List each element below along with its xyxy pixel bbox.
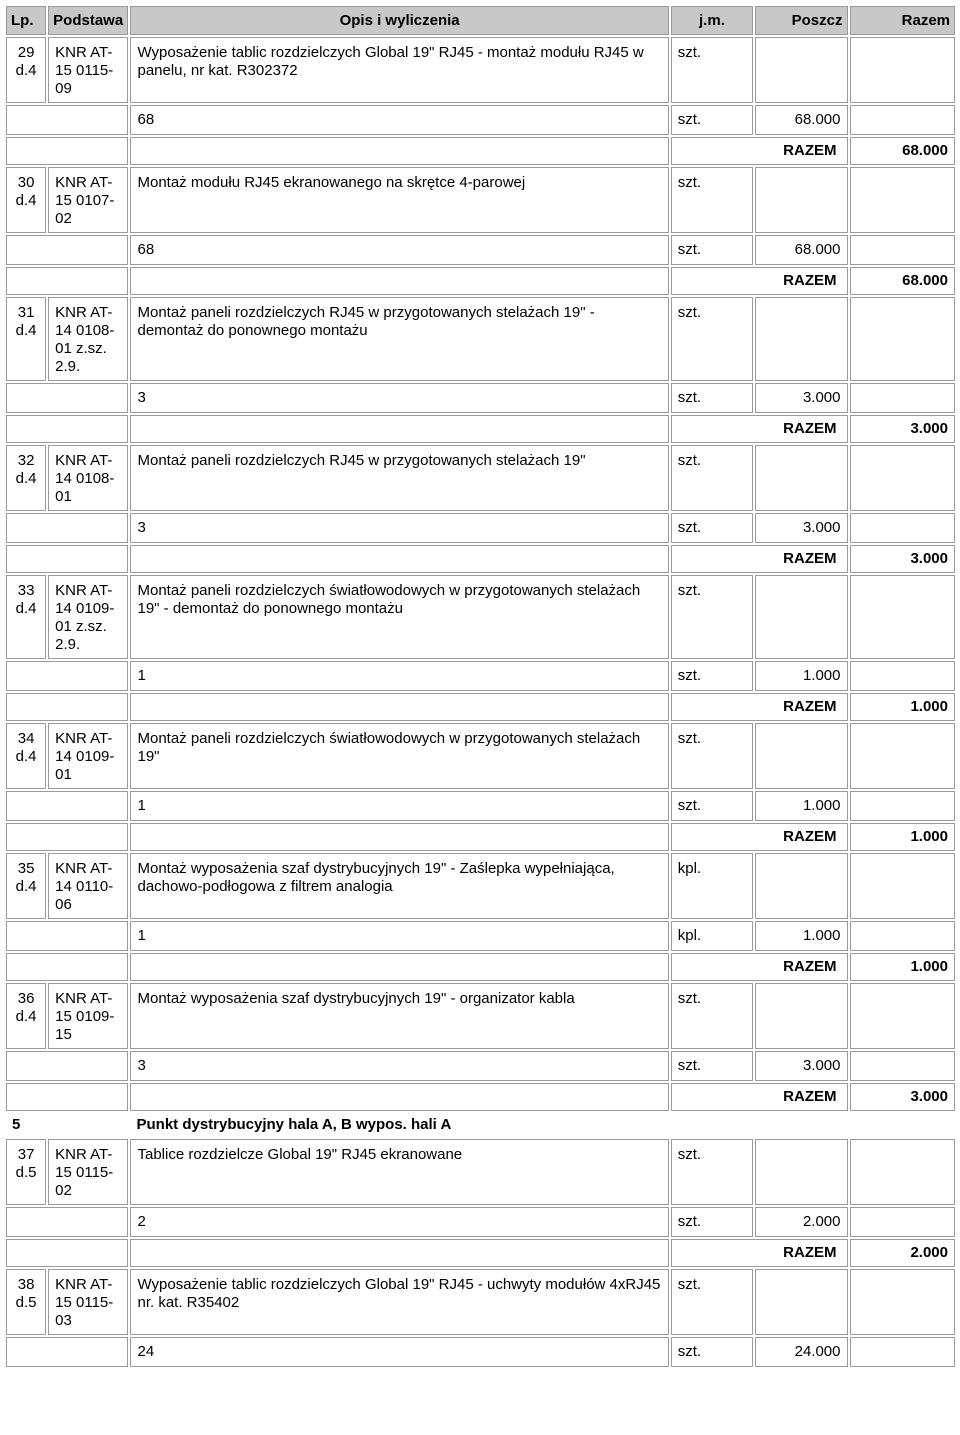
position-row (6, 297, 955, 381)
razem-row (6, 137, 955, 165)
line: 03 (55, 1312, 72, 1329)
position-description: Montaż modułu RJ45 ekranowanego na skrętce 4-parowej (130, 167, 668, 233)
line: 09 (55, 80, 72, 97)
calc-blank (6, 1207, 128, 1237)
razem-label: RAZEM (671, 823, 848, 851)
line: 32 (17, 452, 35, 469)
razem-value: 1.000 (850, 693, 956, 721)
position-base (48, 167, 128, 233)
line: KNR AT- (55, 730, 113, 747)
razem-value: 68.000 (850, 137, 956, 165)
razem-blank (6, 1083, 128, 1111)
position-base (48, 37, 128, 103)
header-row (6, 6, 955, 35)
line: KNR AT- (55, 990, 113, 1007)
calculation-row (6, 1051, 955, 1081)
razem-blank (6, 267, 128, 295)
position-base (48, 983, 128, 1049)
line: 15 0115- (55, 1164, 114, 1181)
line: d.4 (15, 192, 37, 209)
line: 15 0115- (55, 62, 114, 79)
position-row (6, 575, 955, 659)
position-row (6, 1139, 955, 1205)
razem-spacer (130, 415, 668, 443)
calc-value: 68.000 (755, 235, 847, 265)
razem-label: RAZEM (671, 415, 848, 443)
calc-blank (6, 661, 128, 691)
position-lp (6, 167, 46, 233)
calc-qty: 1 (130, 791, 668, 821)
line: d.4 (15, 322, 37, 339)
calculation-row (6, 1337, 955, 1367)
calc-blank (6, 383, 128, 413)
calc-unit: szt. (671, 105, 753, 135)
calc-value: 1.000 (755, 661, 847, 691)
position-base (48, 1139, 128, 1205)
razem-value: 3.000 (850, 1083, 956, 1111)
line: 15 0107- (55, 192, 115, 209)
position-poszcz (755, 167, 847, 233)
section-title: Punkt dystrybucyjny hala A, B wypos. hali A (136, 1116, 452, 1133)
line: d.4 (15, 62, 37, 79)
calculation-row (6, 921, 955, 951)
position-unit: szt. (671, 1269, 753, 1335)
position-unit: szt. (671, 297, 753, 381)
calc-unit: szt. (671, 1337, 753, 1367)
section-row (6, 1113, 955, 1137)
calc-empty (850, 383, 956, 413)
calculation-row (6, 235, 955, 265)
position-razem (850, 723, 956, 789)
razem-row (6, 693, 955, 721)
calc-qty: 2 (130, 1207, 668, 1237)
razem-spacer (130, 953, 668, 981)
line: 01 z.sz. (55, 618, 107, 635)
position-lp (6, 445, 46, 511)
calc-blank (6, 235, 128, 265)
position-base (48, 723, 128, 789)
razem-row (6, 1083, 955, 1111)
col-poszcz: Poszcz (755, 6, 847, 35)
line: 31 (17, 304, 35, 321)
position-description: Montaż paneli rozdzielczych światłowodowych w przygotowanych stelażach 19" (130, 723, 668, 789)
line: 15 0109- (55, 1008, 115, 1025)
position-razem (850, 297, 956, 381)
position-poszcz (755, 297, 847, 381)
position-poszcz (755, 723, 847, 789)
razem-blank (6, 823, 128, 851)
calc-value: 3.000 (755, 513, 847, 543)
calc-qty: 1 (130, 661, 668, 691)
position-description: Montaż wyposażenia szaf dystrybucyjnych 19" - organizator kabla (130, 983, 668, 1049)
razem-row (6, 953, 955, 981)
calc-empty (850, 235, 956, 265)
razem-row (6, 267, 955, 295)
calc-qty: 3 (130, 1051, 668, 1081)
position-description: Montaż paneli rozdzielczych światłowodowych w przygotowanych stelażach 19" - demontaż do ponownego montażu (130, 575, 668, 659)
calc-qty: 68 (130, 235, 668, 265)
position-lp (6, 37, 46, 103)
position-row (6, 445, 955, 511)
position-lp (6, 1139, 46, 1205)
line: 14 0108- (55, 470, 115, 487)
calc-unit: szt. (671, 1051, 753, 1081)
position-description: Wyposażenie tablic rozdzielczych Global 19" RJ45 - montaż modułu RJ45 w panelu, nr kat. R302372 (130, 37, 668, 103)
calc-blank (6, 1337, 128, 1367)
calc-value: 2.000 (755, 1207, 847, 1237)
position-description: Wyposażenie tablic rozdzielczych Global 19" RJ45 - uchwyty modułów 4xRJ45 nr. kat. R35402 (130, 1269, 668, 1335)
position-razem (850, 445, 956, 511)
position-base (48, 853, 128, 919)
razem-row (6, 545, 955, 573)
line: KNR AT- (55, 1276, 113, 1293)
line: 33 (17, 582, 35, 599)
calc-empty (850, 921, 956, 951)
razem-row (6, 415, 955, 443)
position-description: Montaż paneli rozdzielczych RJ45 w przygotowanych stelażach 19" (130, 445, 668, 511)
position-razem (850, 1139, 956, 1205)
line: 37 (17, 1146, 35, 1163)
calc-qty: 3 (130, 383, 668, 413)
line: 2.9. (55, 358, 81, 375)
line: 14 0108- (55, 322, 115, 339)
line: 14 0110- (55, 878, 114, 895)
position-row (6, 983, 955, 1049)
section-number: 5 (12, 1116, 21, 1133)
calc-blank (6, 921, 128, 951)
line: 14 0109- (55, 600, 115, 617)
calc-qty: 3 (130, 513, 668, 543)
position-description: Tablice rozdzielcze Global 19" RJ45 ekranowane (130, 1139, 668, 1205)
line: 01 (55, 766, 72, 783)
calculation-row (6, 383, 955, 413)
col-razem: Razem (850, 6, 956, 35)
position-lp (6, 983, 46, 1049)
position-lp (6, 297, 46, 381)
position-poszcz (755, 983, 847, 1049)
position-lp (6, 575, 46, 659)
position-razem (850, 575, 956, 659)
position-unit: szt. (671, 37, 753, 103)
razem-spacer (130, 137, 668, 165)
position-base (48, 575, 128, 659)
calculation-row (6, 105, 955, 135)
razem-spacer (130, 1083, 668, 1111)
cost-estimate-table (4, 4, 957, 1369)
calc-unit: kpl. (671, 921, 753, 951)
calc-qty: 1 (130, 921, 668, 951)
calc-value: 1.000 (755, 791, 847, 821)
razem-label: RAZEM (671, 545, 848, 573)
razem-value: 3.000 (850, 545, 956, 573)
position-poszcz (755, 445, 847, 511)
line: 02 (55, 210, 72, 227)
calc-unit: szt. (671, 791, 753, 821)
calc-value: 3.000 (755, 1051, 847, 1081)
position-unit: szt. (671, 983, 753, 1049)
position-base (48, 297, 128, 381)
position-razem (850, 1269, 956, 1335)
razem-label: RAZEM (671, 953, 848, 981)
razem-value: 2.000 (850, 1239, 956, 1267)
calculation-row (6, 791, 955, 821)
line: d.4 (15, 1008, 37, 1025)
razem-blank (6, 415, 128, 443)
razem-value: 1.000 (850, 953, 956, 981)
razem-row (6, 1239, 955, 1267)
calc-unit: szt. (671, 513, 753, 543)
calc-empty (850, 1337, 956, 1367)
razem-blank (6, 953, 128, 981)
calc-empty (850, 661, 956, 691)
calc-blank (6, 791, 128, 821)
calc-blank (6, 1051, 128, 1081)
line: KNR AT- (55, 174, 113, 191)
col-opis: Opis i wyliczenia (130, 6, 668, 35)
line: KNR AT- (55, 860, 113, 877)
razem-blank (6, 693, 128, 721)
calc-empty (850, 105, 956, 135)
position-description: Montaż paneli rozdzielczych RJ45 w przygotowanych stelażach 19" - demontaż do ponownego montażu (130, 297, 668, 381)
razem-label: RAZEM (671, 693, 848, 721)
col-jm: j.m. (671, 6, 753, 35)
calc-value: 1.000 (755, 921, 847, 951)
position-row (6, 853, 955, 919)
razem-blank (6, 545, 128, 573)
line: 2.9. (55, 636, 81, 653)
col-podstawa: Podstawa (48, 6, 128, 35)
position-row (6, 1269, 955, 1335)
calc-empty (850, 513, 956, 543)
position-poszcz (755, 1269, 847, 1335)
line: d.4 (15, 470, 37, 487)
line: 38 (17, 1276, 35, 1293)
position-base (48, 445, 128, 511)
razem-spacer (130, 693, 668, 721)
position-unit: szt. (671, 723, 753, 789)
col-lp: Lp. (6, 6, 46, 35)
position-lp (6, 723, 46, 789)
position-unit: szt. (671, 167, 753, 233)
line: 35 (17, 860, 35, 877)
razem-label: RAZEM (671, 1083, 848, 1111)
calculation-row (6, 661, 955, 691)
calc-unit: szt. (671, 235, 753, 265)
calc-qty: 24 (130, 1337, 668, 1367)
calc-blank (6, 513, 128, 543)
line: d.4 (15, 748, 37, 765)
razem-blank (6, 1239, 128, 1267)
position-row (6, 167, 955, 233)
position-razem (850, 37, 956, 103)
position-razem (850, 983, 956, 1049)
line: KNR AT- (55, 44, 113, 61)
razem-value: 68.000 (850, 267, 956, 295)
calculation-row (6, 1207, 955, 1237)
position-poszcz (755, 37, 847, 103)
razem-value: 1.000 (850, 823, 956, 851)
razem-spacer (130, 1239, 668, 1267)
position-description: Montaż wyposażenia szaf dystrybucyjnych 19" - Zaślepka wypełniająca, dachowo-podłogowa z filtrem analogia (130, 853, 668, 919)
line: 15 0115- (55, 1294, 114, 1311)
line: 36 (17, 990, 35, 1007)
line: 14 0109- (55, 748, 115, 765)
line: 34 (17, 730, 35, 747)
razem-label: RAZEM (671, 137, 848, 165)
line: KNR AT- (55, 452, 113, 469)
calc-unit: szt. (671, 1207, 753, 1237)
calc-value: 68.000 (755, 105, 847, 135)
position-poszcz (755, 575, 847, 659)
calc-unit: szt. (671, 383, 753, 413)
razem-spacer (130, 267, 668, 295)
razem-label: RAZEM (671, 1239, 848, 1267)
calc-blank (6, 105, 128, 135)
line: d.5 (15, 1294, 37, 1311)
line: 01 (55, 488, 72, 505)
calculation-row (6, 513, 955, 543)
razem-blank (6, 137, 128, 165)
razem-label: RAZEM (671, 267, 848, 295)
calc-empty (850, 791, 956, 821)
position-unit: szt. (671, 1139, 753, 1205)
position-razem (850, 853, 956, 919)
calc-qty: 68 (130, 105, 668, 135)
calc-empty (850, 1207, 956, 1237)
line: 02 (55, 1182, 72, 1199)
calc-empty (850, 1051, 956, 1081)
calc-value: 3.000 (755, 383, 847, 413)
razem-spacer (130, 823, 668, 851)
line: 15 (55, 1026, 72, 1043)
line: 01 z.sz. (55, 340, 107, 357)
position-unit: szt. (671, 575, 753, 659)
position-row (6, 723, 955, 789)
line: 30 (17, 174, 35, 191)
position-lp (6, 853, 46, 919)
razem-spacer (130, 545, 668, 573)
position-base (48, 1269, 128, 1335)
position-unit: kpl. (671, 853, 753, 919)
line: KNR AT- (55, 582, 113, 599)
calc-unit: szt. (671, 661, 753, 691)
position-poszcz (755, 1139, 847, 1205)
position-poszcz (755, 853, 847, 919)
razem-row (6, 823, 955, 851)
line: 06 (55, 896, 72, 913)
line: KNR AT- (55, 1146, 113, 1163)
razem-value: 3.000 (850, 415, 956, 443)
line: KNR AT- (55, 304, 113, 321)
line: d.5 (15, 1164, 37, 1181)
line: d.4 (15, 878, 37, 895)
position-razem (850, 167, 956, 233)
position-unit: szt. (671, 445, 753, 511)
line: d.4 (15, 600, 37, 617)
calc-value: 24.000 (755, 1337, 847, 1367)
line: 29 (17, 44, 35, 61)
position-lp (6, 1269, 46, 1335)
position-row (6, 37, 955, 103)
